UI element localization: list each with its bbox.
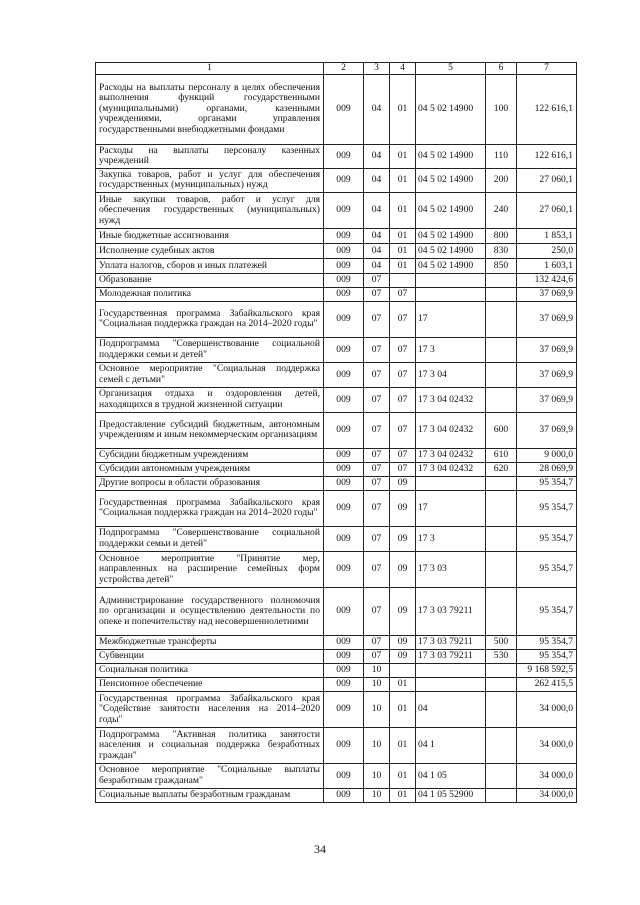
row-expense-type-cell: 850 bbox=[486, 258, 517, 273]
row-target-code-cell: 17 3 04 02432 bbox=[416, 387, 486, 412]
header-col-1: 1 bbox=[96, 63, 324, 75]
header-col-4: 4 bbox=[390, 63, 416, 75]
table-row bbox=[96, 258, 577, 273]
row-subsection-cell: 07 bbox=[390, 462, 416, 476]
row-name-cell: Другие вопросы в области образования bbox=[96, 476, 324, 490]
row-subsection-cell: 09 bbox=[390, 551, 416, 587]
table-row bbox=[96, 144, 577, 168]
table-row bbox=[96, 663, 577, 677]
row-section-cell: 07 bbox=[364, 587, 390, 635]
row-amount-cell: 34 000,0 bbox=[517, 727, 577, 763]
row-expense-type-cell bbox=[486, 691, 517, 727]
row-expense-type-cell bbox=[486, 387, 517, 412]
row-name-cell: Социальные выплаты безработным гражданам bbox=[96, 788, 324, 802]
row-name-cell: Государственная программа Забайкальского края "Социальная поддержка граждан на 2014–2020 годы" bbox=[96, 490, 324, 526]
row-target-code-cell: 04 5 02 14900 bbox=[416, 243, 486, 258]
row-admin-code-cell: 009 bbox=[324, 362, 364, 387]
row-target-code-cell bbox=[416, 677, 486, 691]
row-expense-type-cell: 800 bbox=[486, 228, 517, 243]
row-section-cell: 04 bbox=[364, 258, 390, 273]
row-target-code-cell bbox=[416, 273, 486, 287]
row-expense-type-cell bbox=[486, 677, 517, 691]
row-admin-code-cell: 009 bbox=[324, 301, 364, 337]
row-subsection-cell: 09 bbox=[390, 587, 416, 635]
row-admin-code-cell: 009 bbox=[324, 677, 364, 691]
table-row bbox=[96, 287, 577, 301]
row-amount-cell: 95 354,7 bbox=[517, 587, 577, 635]
row-expense-type-cell: 240 bbox=[486, 192, 517, 228]
row-admin-code-cell: 009 bbox=[324, 168, 364, 192]
row-admin-code-cell: 009 bbox=[324, 476, 364, 490]
table-body bbox=[96, 74, 577, 802]
row-expense-type-cell bbox=[486, 301, 517, 337]
row-admin-code-cell: 009 bbox=[324, 287, 364, 301]
row-name-cell: Социальная политика bbox=[96, 663, 324, 677]
row-section-cell: 07 bbox=[364, 387, 390, 412]
row-name-cell: Закупка товаров, работ и услуг для обеспечения государственных (муниципальных) нужд bbox=[96, 168, 324, 192]
table-row bbox=[96, 587, 577, 635]
row-subsection-cell: 07 bbox=[390, 337, 416, 362]
row-amount-cell: 95 354,7 bbox=[517, 526, 577, 551]
row-admin-code-cell: 009 bbox=[324, 192, 364, 228]
row-subsection-cell: 01 bbox=[390, 763, 416, 788]
row-amount-cell: 37 069,9 bbox=[517, 412, 577, 448]
table-row bbox=[96, 691, 577, 727]
row-subsection-cell: 07 bbox=[390, 448, 416, 462]
table-row bbox=[96, 788, 577, 802]
row-section-cell: 04 bbox=[364, 144, 390, 168]
row-target-code-cell: 04 5 02 14900 bbox=[416, 74, 486, 144]
row-section-cell: 10 bbox=[364, 763, 390, 788]
row-subsection-cell: 09 bbox=[390, 476, 416, 490]
row-amount-cell: 34 000,0 bbox=[517, 788, 577, 802]
row-admin-code-cell: 009 bbox=[324, 74, 364, 144]
row-amount-cell: 34 000,0 bbox=[517, 691, 577, 727]
row-subsection-cell bbox=[390, 663, 416, 677]
row-admin-code-cell: 009 bbox=[324, 551, 364, 587]
row-subsection-cell: 01 bbox=[390, 788, 416, 802]
row-subsection-cell: 07 bbox=[390, 362, 416, 387]
row-expense-type-cell bbox=[486, 287, 517, 301]
row-expense-type-cell: 600 bbox=[486, 412, 517, 448]
row-name-cell: Государственная программа Забайкальского края "Содействие занятости населения на 2014–2020 годы" bbox=[96, 691, 324, 727]
table-row bbox=[96, 526, 577, 551]
row-expense-type-cell: 100 bbox=[486, 74, 517, 144]
row-section-cell: 07 bbox=[364, 649, 390, 663]
row-expense-type-cell bbox=[486, 763, 517, 788]
row-section-cell: 04 bbox=[364, 192, 390, 228]
row-target-code-cell: 17 3 04 bbox=[416, 362, 486, 387]
row-target-code-cell: 17 3 03 79211 bbox=[416, 649, 486, 663]
row-amount-cell: 37 069,9 bbox=[517, 337, 577, 362]
table-row bbox=[96, 74, 577, 144]
table-header-row bbox=[96, 63, 577, 75]
row-section-cell: 07 bbox=[364, 337, 390, 362]
row-target-code-cell: 17 3 bbox=[416, 337, 486, 362]
row-expense-type-cell: 500 bbox=[486, 635, 517, 649]
row-section-cell: 07 bbox=[364, 287, 390, 301]
row-target-code-cell: 04 1 05 bbox=[416, 763, 486, 788]
budget-table bbox=[95, 62, 577, 803]
row-section-cell: 04 bbox=[364, 168, 390, 192]
row-admin-code-cell: 009 bbox=[324, 691, 364, 727]
table-row bbox=[96, 337, 577, 362]
row-expense-type-cell bbox=[486, 551, 517, 587]
table-row bbox=[96, 763, 577, 788]
row-section-cell: 07 bbox=[364, 273, 390, 287]
row-subsection-cell: 07 bbox=[390, 301, 416, 337]
row-name-cell: Иные закупки товаров, работ и услуг для обеспечения государственных (муниципальных) нужд bbox=[96, 192, 324, 228]
row-admin-code-cell: 009 bbox=[324, 273, 364, 287]
table-row bbox=[96, 551, 577, 587]
row-admin-code-cell: 009 bbox=[324, 412, 364, 448]
row-target-code-cell: 17 bbox=[416, 301, 486, 337]
row-section-cell: 07 bbox=[364, 448, 390, 462]
row-admin-code-cell: 009 bbox=[324, 490, 364, 526]
row-amount-cell: 37 069,9 bbox=[517, 387, 577, 412]
header-col-3: 3 bbox=[364, 63, 390, 75]
row-target-code-cell: 17 3 03 bbox=[416, 551, 486, 587]
row-expense-type-cell bbox=[486, 788, 517, 802]
row-section-cell: 10 bbox=[364, 788, 390, 802]
row-target-code-cell: 04 bbox=[416, 691, 486, 727]
row-subsection-cell: 01 bbox=[390, 144, 416, 168]
row-target-code-cell: 17 3 04 02432 bbox=[416, 448, 486, 462]
row-amount-cell: 9 168 592,5 bbox=[517, 663, 577, 677]
table-row bbox=[96, 448, 577, 462]
row-expense-type-cell: 620 bbox=[486, 462, 517, 476]
table-row bbox=[96, 362, 577, 387]
row-admin-code-cell: 009 bbox=[324, 228, 364, 243]
row-subsection-cell: 09 bbox=[390, 490, 416, 526]
row-subsection-cell: 01 bbox=[390, 243, 416, 258]
table-row bbox=[96, 635, 577, 649]
row-admin-code-cell: 009 bbox=[324, 526, 364, 551]
row-name-cell: Основное мероприятие "Социальная поддержка семей с детьми" bbox=[96, 362, 324, 387]
row-amount-cell: 95 354,7 bbox=[517, 551, 577, 587]
table-row bbox=[96, 677, 577, 691]
row-section-cell: 07 bbox=[364, 476, 390, 490]
row-subsection-cell: 07 bbox=[390, 412, 416, 448]
table-row bbox=[96, 273, 577, 287]
row-amount-cell: 95 354,7 bbox=[517, 490, 577, 526]
row-amount-cell: 28 069,9 bbox=[517, 462, 577, 476]
row-amount-cell: 95 354,7 bbox=[517, 476, 577, 490]
row-expense-type-cell bbox=[486, 727, 517, 763]
row-amount-cell: 1 853,1 bbox=[517, 228, 577, 243]
row-amount-cell: 122 616,1 bbox=[517, 144, 577, 168]
row-amount-cell: 34 000,0 bbox=[517, 763, 577, 788]
table-row bbox=[96, 412, 577, 448]
row-expense-type-cell bbox=[486, 273, 517, 287]
row-amount-cell: 27 060,1 bbox=[517, 192, 577, 228]
row-amount-cell: 37 069,9 bbox=[517, 362, 577, 387]
row-target-code-cell: 04 1 bbox=[416, 727, 486, 763]
row-admin-code-cell: 009 bbox=[324, 649, 364, 663]
row-admin-code-cell: 009 bbox=[324, 448, 364, 462]
header-col-2: 2 bbox=[324, 63, 364, 75]
row-expense-type-cell bbox=[486, 337, 517, 362]
row-target-code-cell: 04 5 02 14900 bbox=[416, 228, 486, 243]
row-amount-cell: 132 424,6 bbox=[517, 273, 577, 287]
row-subsection-cell: 01 bbox=[390, 258, 416, 273]
row-name-cell: Исполнение судебных актов bbox=[96, 243, 324, 258]
row-subsection-cell: 01 bbox=[390, 192, 416, 228]
row-amount-cell: 37 069,9 bbox=[517, 287, 577, 301]
row-admin-code-cell: 009 bbox=[324, 243, 364, 258]
table-row bbox=[96, 387, 577, 412]
table-row bbox=[96, 168, 577, 192]
row-target-code-cell: 17 3 04 02432 bbox=[416, 462, 486, 476]
row-expense-type-cell bbox=[486, 526, 517, 551]
row-name-cell: Администрирование государственного полномочия по организации и осуществлению деятельности по опеке и попечительству над несовершеннолетними bbox=[96, 587, 324, 635]
row-section-cell: 04 bbox=[364, 243, 390, 258]
row-amount-cell: 27 060,1 bbox=[517, 168, 577, 192]
row-subsection-cell: 09 bbox=[390, 526, 416, 551]
table-row bbox=[96, 228, 577, 243]
row-admin-code-cell: 009 bbox=[324, 587, 364, 635]
row-admin-code-cell: 009 bbox=[324, 763, 364, 788]
table-row bbox=[96, 462, 577, 476]
row-name-cell: Иные бюджетные ассигнования bbox=[96, 228, 324, 243]
row-section-cell: 07 bbox=[364, 412, 390, 448]
row-expense-type-cell bbox=[486, 490, 517, 526]
table-row bbox=[96, 192, 577, 228]
row-admin-code-cell: 009 bbox=[324, 144, 364, 168]
row-target-code-cell: 04 5 02 14900 bbox=[416, 168, 486, 192]
row-target-code-cell: 17 3 03 79211 bbox=[416, 635, 486, 649]
row-expense-type-cell: 200 bbox=[486, 168, 517, 192]
row-target-code-cell bbox=[416, 476, 486, 490]
row-target-code-cell: 17 3 03 79211 bbox=[416, 587, 486, 635]
row-name-cell: Субвенции bbox=[96, 649, 324, 663]
row-expense-type-cell: 530 bbox=[486, 649, 517, 663]
row-name-cell: Пенсионное обеспечение bbox=[96, 677, 324, 691]
row-name-cell: Основное мероприятие "Социальные выплаты безработным гражданам" bbox=[96, 763, 324, 788]
row-subsection-cell: 07 bbox=[390, 287, 416, 301]
row-section-cell: 10 bbox=[364, 691, 390, 727]
row-target-code-cell: 04 5 02 14900 bbox=[416, 258, 486, 273]
table-row bbox=[96, 727, 577, 763]
row-section-cell: 04 bbox=[364, 74, 390, 144]
row-section-cell: 07 bbox=[364, 301, 390, 337]
page-number: 34 bbox=[314, 842, 326, 856]
row-subsection-cell bbox=[390, 273, 416, 287]
row-admin-code-cell: 009 bbox=[324, 387, 364, 412]
row-target-code-cell: 17 3 bbox=[416, 526, 486, 551]
row-subsection-cell: 01 bbox=[390, 228, 416, 243]
table-row bbox=[96, 649, 577, 663]
row-subsection-cell: 01 bbox=[390, 677, 416, 691]
row-section-cell: 10 bbox=[364, 727, 390, 763]
row-admin-code-cell: 009 bbox=[324, 663, 364, 677]
row-subsection-cell: 01 bbox=[390, 74, 416, 144]
row-target-code-cell: 17 bbox=[416, 490, 486, 526]
row-expense-type-cell: 830 bbox=[486, 243, 517, 258]
row-admin-code-cell: 009 bbox=[324, 462, 364, 476]
row-name-cell: Расходы на выплаты персоналу в целях обеспечения выполнения функций государственными (муниципальными) органами, казенными учреждениями, органами управления государственными внебюджетными фондами bbox=[96, 74, 324, 144]
row-amount-cell: 250,0 bbox=[517, 243, 577, 258]
row-name-cell: Уплата налогов, сборов и иных платежей bbox=[96, 258, 324, 273]
row-amount-cell: 1 603,1 bbox=[517, 258, 577, 273]
row-target-code-cell: 04 1 05 52900 bbox=[416, 788, 486, 802]
row-admin-code-cell: 009 bbox=[324, 258, 364, 273]
row-name-cell: Молодежная политика bbox=[96, 287, 324, 301]
row-subsection-cell: 09 bbox=[390, 635, 416, 649]
row-target-code-cell bbox=[416, 287, 486, 301]
row-section-cell: 07 bbox=[364, 526, 390, 551]
row-name-cell: Основное мероприятие "Принятие мер, направленных на расширение семейных форм устройства детей" bbox=[96, 551, 324, 587]
row-target-code-cell: 04 5 02 14900 bbox=[416, 192, 486, 228]
row-admin-code-cell: 009 bbox=[324, 727, 364, 763]
row-target-code-cell bbox=[416, 663, 486, 677]
row-amount-cell: 95 354,7 bbox=[517, 649, 577, 663]
row-name-cell: Образование bbox=[96, 273, 324, 287]
row-section-cell: 04 bbox=[364, 228, 390, 243]
row-subsection-cell: 01 bbox=[390, 691, 416, 727]
row-name-cell: Подпрограмма "Совершенствование социальной поддержки семьи и детей" bbox=[96, 526, 324, 551]
row-subsection-cell: 01 bbox=[390, 168, 416, 192]
row-name-cell: Предоставление субсидий бюджетным, автономным учреждениям и иным некоммерческим организациям bbox=[96, 412, 324, 448]
row-admin-code-cell: 009 bbox=[324, 788, 364, 802]
row-expense-type-cell bbox=[486, 476, 517, 490]
row-name-cell: Субсидии автономным учреждениям bbox=[96, 462, 324, 476]
row-section-cell: 10 bbox=[364, 663, 390, 677]
row-name-cell: Субсидии бюджетным учреждениям bbox=[96, 448, 324, 462]
row-expense-type-cell: 610 bbox=[486, 448, 517, 462]
row-name-cell: Подпрограмма "Совершенствование социальной поддержки семьи и детей" bbox=[96, 337, 324, 362]
row-section-cell: 10 bbox=[364, 677, 390, 691]
table-row bbox=[96, 476, 577, 490]
row-subsection-cell: 01 bbox=[390, 727, 416, 763]
row-section-cell: 07 bbox=[364, 462, 390, 476]
row-expense-type-cell bbox=[486, 587, 517, 635]
row-subsection-cell: 07 bbox=[390, 387, 416, 412]
header-col-5: 5 bbox=[416, 63, 486, 75]
row-section-cell: 07 bbox=[364, 362, 390, 387]
row-section-cell: 07 bbox=[364, 635, 390, 649]
row-name-cell: Государственная программа Забайкальского края "Социальная поддержка граждан на 2014–2020 годы" bbox=[96, 301, 324, 337]
row-target-code-cell: 17 3 04 02432 bbox=[416, 412, 486, 448]
row-amount-cell: 262 415,5 bbox=[517, 677, 577, 691]
table-row bbox=[96, 243, 577, 258]
row-amount-cell: 122 616,1 bbox=[517, 74, 577, 144]
row-admin-code-cell: 009 bbox=[324, 337, 364, 362]
header-col-6: 6 bbox=[486, 63, 517, 75]
row-subsection-cell: 09 bbox=[390, 649, 416, 663]
row-amount-cell: 37 069,9 bbox=[517, 301, 577, 337]
row-admin-code-cell: 009 bbox=[324, 635, 364, 649]
row-amount-cell: 9 000,0 bbox=[517, 448, 577, 462]
row-expense-type-cell: 110 bbox=[486, 144, 517, 168]
row-expense-type-cell bbox=[486, 663, 517, 677]
header-col-7: 7 bbox=[517, 63, 577, 75]
table-row bbox=[96, 490, 577, 526]
row-name-cell: Подпрограмма "Активная политика занятости населения и социальная поддержка безработных граждан" bbox=[96, 727, 324, 763]
row-name-cell: Расходы на выплаты персоналу казенных учреждений bbox=[96, 144, 324, 168]
table-row bbox=[96, 301, 577, 337]
row-name-cell: Организация отдыха и оздоровления детей, находящихся в трудной жизненной ситуации bbox=[96, 387, 324, 412]
row-target-code-cell: 04 5 02 14900 bbox=[416, 144, 486, 168]
row-amount-cell: 95 354,7 bbox=[517, 635, 577, 649]
row-expense-type-cell bbox=[486, 362, 517, 387]
row-section-cell: 07 bbox=[364, 551, 390, 587]
row-section-cell: 07 bbox=[364, 490, 390, 526]
row-name-cell: Межбюджетные трансферты bbox=[96, 635, 324, 649]
